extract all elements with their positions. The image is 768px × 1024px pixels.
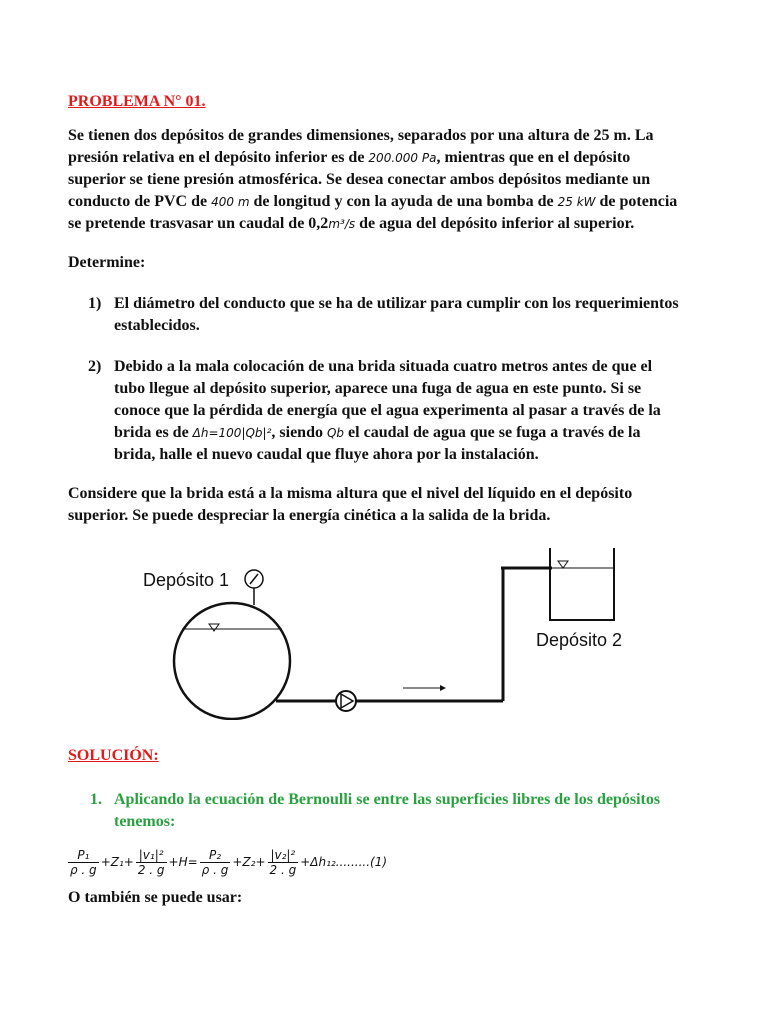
length-value: 400 m [211, 195, 250, 209]
flow-unit: m³/s [328, 217, 356, 231]
consider-line: superior. Se puede despreciar la energía cinética a la salida de la brida. [68, 507, 551, 524]
item-line: establecidos. [114, 317, 200, 334]
velocity-head-2: $\frac{\text{|v₂|²}}{2 . g}$ [269, 848, 297, 877]
step-number: 1. [90, 791, 102, 808]
pressure-value: 200.000 Pa [368, 151, 437, 165]
statement-line: presión relativa en el depósito inferior es de 200.000 Pa, mientras que en el depósito [68, 149, 631, 166]
list-item [114, 293, 714, 337]
item-line: El diámetro del conducto que se ha de utilizar para cumplir con los requerimientos [114, 295, 679, 312]
leak-flow-symbol: Qb [326, 426, 345, 440]
problem-title: PROBLEMA N° 01. [68, 93, 206, 110]
tank2-shape [550, 548, 614, 620]
item-line: conoce que la pérdida de energía que el agua experimenta al pasar a través de la [114, 402, 661, 419]
solution-step [114, 789, 724, 833]
step-line: tenemos: [114, 813, 176, 830]
bernoulli-equation: $\frac{\text{P₁}}{\rho . g}$ +Z₁+ $\frac{\text{|v₁|²}}{2 . g}$ +H= $\frac{\text{P₂}}{\rho . g}$ +Z₂+ $\frac{\text{|v₂|²}}{2 . g}$ +Δh₁₂.........(1) [70, 848, 388, 877]
item-line: Debido a la mala colocación de una brida situada cuatro metros antes de que el [114, 358, 653, 375]
statement-line: conducto de PVC de 400 m de longitud y con la ayuda de una bomba de 25 kW de potencia [68, 193, 678, 210]
pressure-head-2: $\frac{\text{P₂}}{\rho . g}$ [201, 848, 229, 877]
item-line: brida, halle el nuevo caudal que fluye ahora por la instalación. [114, 446, 539, 463]
tank2-label: Depósito 2 [536, 630, 623, 650]
item-line: tubo llegue al depósito superior, aparece una fuga de agua en este punto. Si se [114, 380, 642, 397]
loss-formula: Δh=100|Qb|² [192, 426, 272, 440]
statement-line: se pretende trasvasar un caudal de 0,2m³/s de agua del depósito inferior al superior. [68, 215, 635, 232]
step-line: Aplicando la ecuación de Bernoulli se entre las superficies libres de los depósitos [114, 791, 661, 808]
velocity-head-1: $\frac{\text{|v₁|²}}{2 . g}$ [137, 848, 165, 877]
also-label: O también se puede usar: [68, 889, 243, 906]
tank-system-diagram [0, 540, 768, 720]
statement-line: Se tienen dos depósitos de grandes dimensiones, separados por una altura de 25 m. La [68, 127, 654, 144]
problem-statement [68, 125, 708, 235]
item-number: 1) [88, 295, 102, 312]
pressure-head-1: $\frac{\text{P₁}}{\rho . g}$ [70, 848, 97, 877]
power-value: 25 kW [557, 195, 596, 209]
tank1-label: Depósito 1 [143, 570, 230, 590]
item-line: brida es de Δh=100|Qb|², siendo Qb el caudal de agua que se fuga a través de la [114, 424, 641, 441]
item-number: 2) [88, 358, 102, 375]
statement-line: superior se tiene presión atmosférica. Se desea conectar ambos depósitos mediante un [68, 171, 651, 188]
tank2-level-marker [558, 561, 568, 568]
consider-line: Considere que la brida está a la misma altura que el nivel del líquido en el depósito [68, 485, 633, 502]
tank1-shape [174, 603, 290, 719]
list-item [114, 356, 714, 466]
determine-label: Determine: [68, 254, 146, 271]
tank1-level-marker [209, 624, 219, 631]
consider-paragraph [68, 483, 718, 527]
solution-title: SOLUCIÓN: [68, 747, 159, 764]
